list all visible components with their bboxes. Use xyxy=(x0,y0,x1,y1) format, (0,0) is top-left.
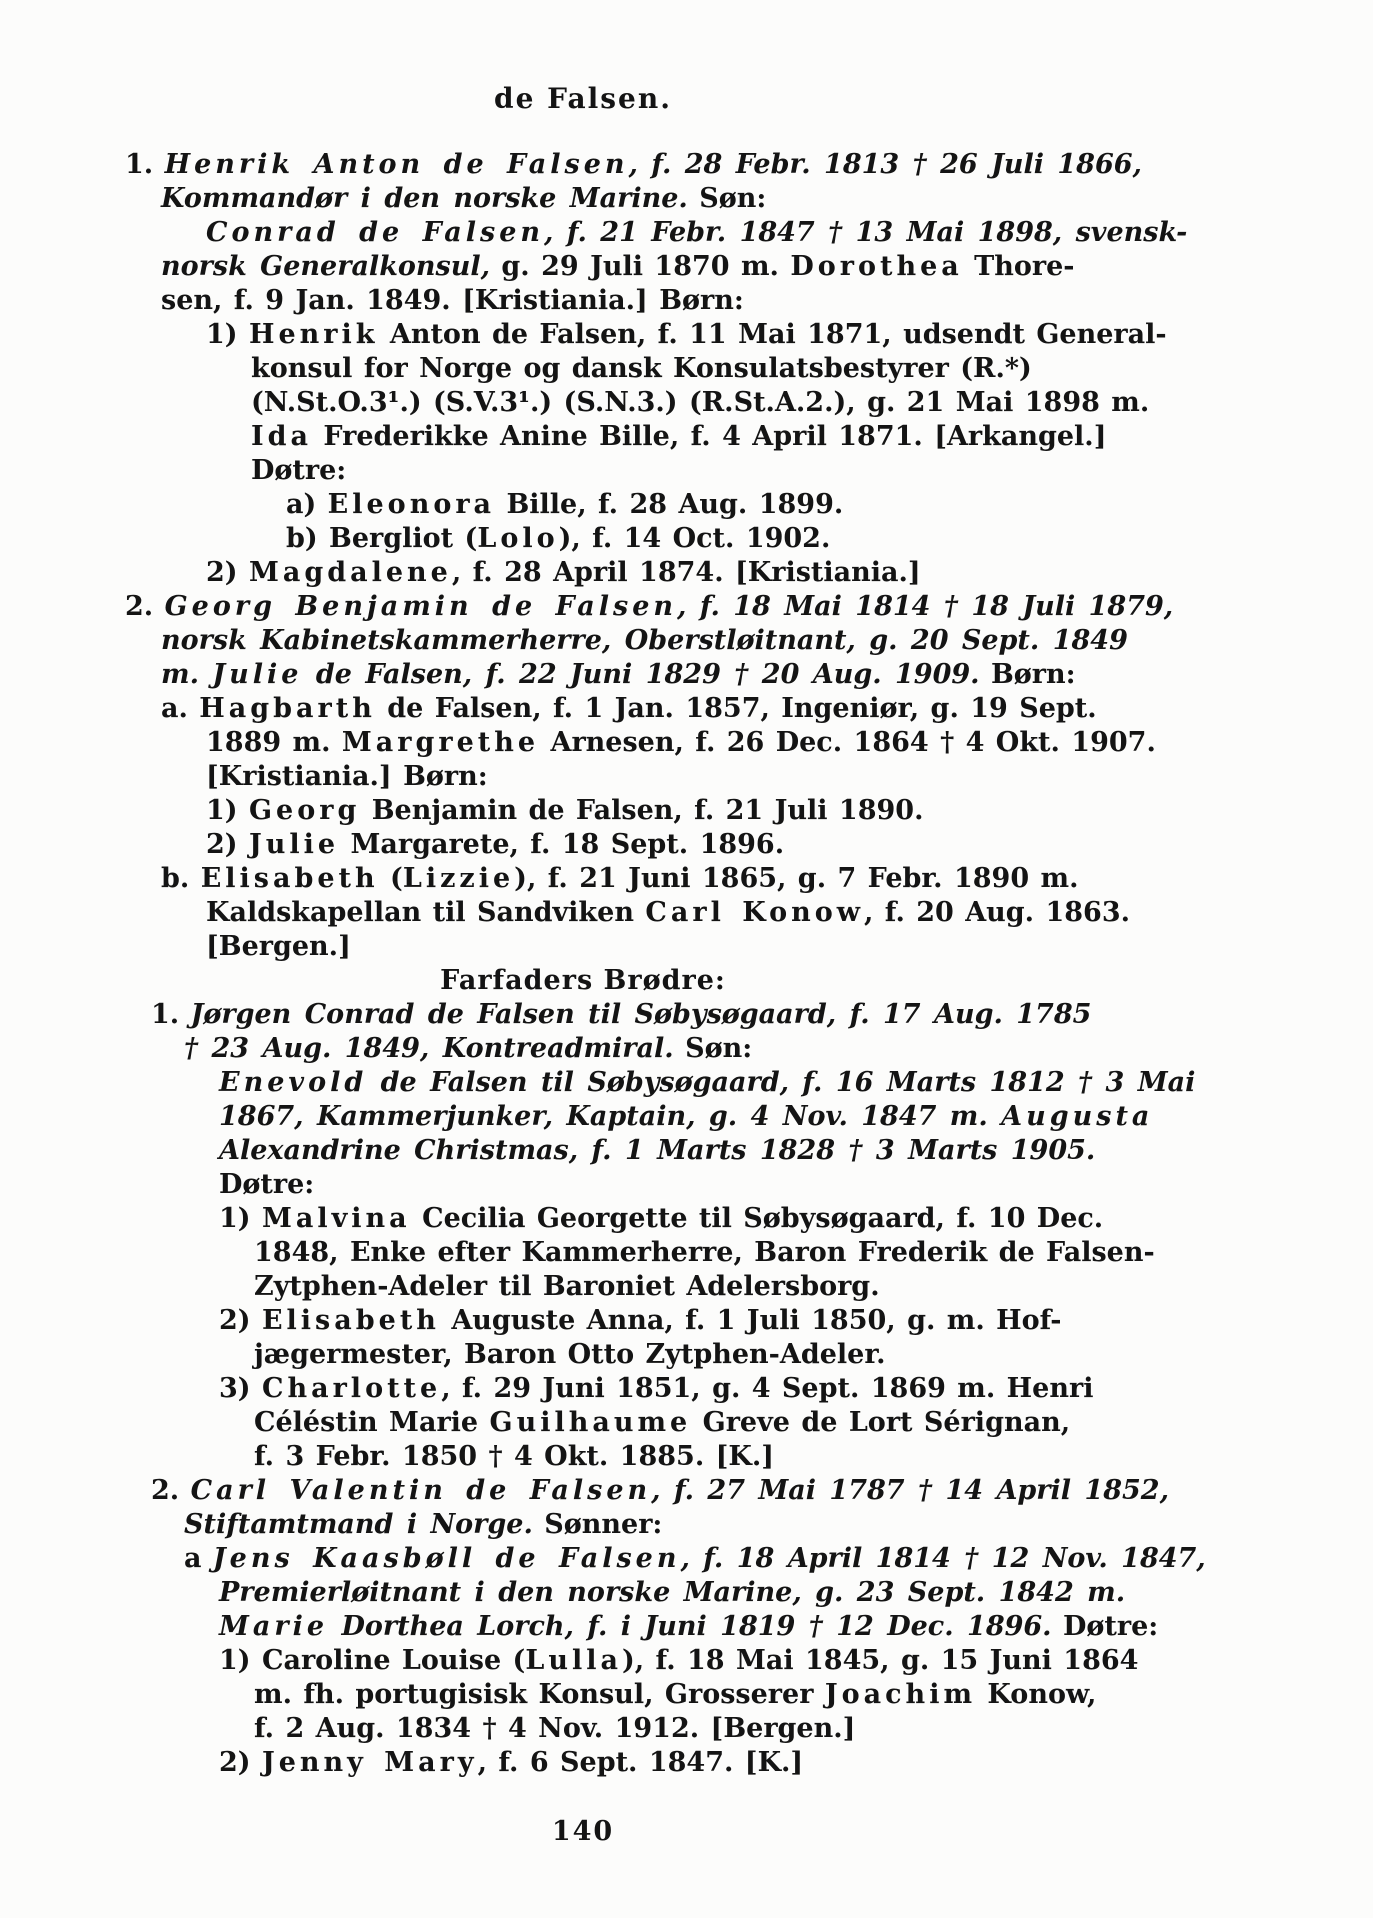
text-segment: 1) Caroline Louise ( xyxy=(219,1645,526,1676)
text-segment: g. 29 Juli 1870 m. xyxy=(490,251,791,282)
text-segment: 2) xyxy=(206,829,249,860)
text-segment: m. xyxy=(161,659,213,690)
text-line xyxy=(123,318,1273,352)
text-segment: 1) xyxy=(206,795,249,826)
text-line xyxy=(123,352,1273,386)
text-line xyxy=(123,1168,1273,1202)
text-segment: Ida xyxy=(251,421,313,452)
text-line xyxy=(123,1508,1273,1542)
text-segment: Konow, xyxy=(976,1679,1097,1710)
text-segment: 2. xyxy=(125,591,165,622)
text-segment: Auguste Anna, f. 1 Juli 1850, g. m. Hof- xyxy=(439,1305,1062,1336)
text-segment: Sønner: xyxy=(532,1509,663,1540)
text-line xyxy=(123,488,1273,522)
text-line xyxy=(123,1236,1273,1270)
text-segment: Joachim xyxy=(824,1679,977,1710)
text-line xyxy=(123,896,1273,930)
text-segment: Anton de Falsen, f. 11 Mai 1871, udsendt General- xyxy=(378,319,1167,350)
text-segment: konsul for Norge og dansk Konsulatsbestyrer (R.*) xyxy=(251,353,1032,384)
text-segment: Magdalene xyxy=(248,557,452,588)
text-line xyxy=(123,760,1273,794)
text-segment: Frederikke Anine Bille, f. 4 April 1871. [Arkangel.] xyxy=(312,421,1107,452)
text-line xyxy=(123,1746,1273,1780)
text-segment: (N.St.O.3¹.) (S.V.3¹.) (S.N.3.) (R.St.A.2.), g. 21 Mai 1898 m. xyxy=(251,387,1150,418)
text-segment: Dorthea Lorch, f. i Juni 1819 † 12 Dec. 1896. xyxy=(328,1611,1052,1642)
text-line xyxy=(123,998,1273,1032)
text-segment: f. 2 Aug. 1834 † 4 Nov. 1912. [Bergen.] xyxy=(254,1713,856,1744)
text-segment: Dorothea xyxy=(790,251,963,282)
text-line xyxy=(123,1474,1273,1508)
text-segment: Søn: xyxy=(687,183,767,214)
text-segment: , f. 21 Febr. 1847 † 13 Mai 1898, svensk- xyxy=(544,217,1188,248)
text-segment: ), f. 21 Juni 1865, g. 7 Febr. 1890 m. xyxy=(514,863,1079,894)
text-segment: Døtre: xyxy=(1051,1611,1159,1642)
text-segment: Henrik Anton de Falsen xyxy=(164,149,629,180)
text-segment: Céléstin Marie xyxy=(254,1407,490,1438)
text-line xyxy=(123,1338,1273,1372)
text-segment: 1848, Enke efter Kammerherre, Baron Frederik de Falsen- xyxy=(254,1237,1155,1268)
text-segment: ), f. 18 Mai 1845, g. 15 Juni 1864 xyxy=(621,1645,1139,1676)
text-segment: Søn: xyxy=(673,1033,753,1064)
text-segment: Henrik xyxy=(248,319,379,350)
text-segment: Carl Konow xyxy=(645,897,864,928)
text-segment: Thore- xyxy=(962,251,1075,282)
text-segment: Marie xyxy=(219,1611,329,1642)
text-line xyxy=(123,1270,1273,1304)
text-segment: Zytphen-Adeler til Baroniet Adelersborg. xyxy=(254,1271,880,1302)
text-line xyxy=(123,1032,1273,1066)
text-segment: , f. 20 Aug. 1863. xyxy=(864,897,1131,928)
section-heading-farfaders-brodre: Farfaders Brødre: xyxy=(440,965,726,996)
text-segment: Augusta xyxy=(1001,1101,1154,1132)
text-segment: 2) xyxy=(219,1747,262,1778)
text-line xyxy=(123,1678,1273,1712)
text-segment: b) Bergliot ( xyxy=(286,523,478,554)
text-segment: Premierløitnant i den norske Marine, g. 23 Sept. 1842 m. xyxy=(219,1577,1126,1608)
text-line xyxy=(123,1304,1273,1338)
text-segment: Kommandør i den norske Marine. xyxy=(161,183,688,214)
text-body xyxy=(123,148,1273,1780)
text-line xyxy=(123,148,1273,182)
text-segment: sen, f. 9 Jan. 1849. [Kristiania.] Børn: xyxy=(161,285,744,316)
text-segment: Benjamin de Falsen, f. 21 Juli 1890. xyxy=(360,795,924,826)
text-segment: norsk Kabinetskammerherre, Oberstløitnant, g. 20 Sept. 1849 xyxy=(161,625,1128,656)
text-segment: 1. xyxy=(125,149,165,180)
text-segment: Bille, f. 28 Aug. 1899. xyxy=(495,489,844,520)
text-segment: jægermester, Baron Otto Zytphen-Adeler. xyxy=(254,1339,886,1370)
text-segment: m. fh. portugisisk Konsul, Grosserer xyxy=(254,1679,825,1710)
text-segment: 1. xyxy=(151,999,191,1030)
text-segment: Døtre: xyxy=(251,455,347,486)
text-segment: b. xyxy=(161,863,201,894)
text-segment: Guilhaume xyxy=(489,1407,692,1438)
text-segment: norsk Generalkonsul, xyxy=(161,251,491,282)
text-segment: f. 3 Febr. 1850 † 4 Okt. 1885. [K.] xyxy=(254,1441,775,1472)
text-segment: Cecilia Georgette til Søbysøgaard, f. 10 Dec. xyxy=(410,1203,1104,1234)
section-de-falsen xyxy=(123,148,1273,964)
text-segment: ( xyxy=(378,863,403,894)
text-line xyxy=(123,1066,1273,1100)
text-line xyxy=(123,386,1273,420)
text-segment: Julie xyxy=(248,829,340,860)
text-line xyxy=(123,522,1273,556)
text-segment: , f. 18 Mai 1814 † 18 Juli 1879, xyxy=(677,591,1174,622)
text-segment: 3) xyxy=(219,1373,262,1404)
text-segment: Døtre: xyxy=(219,1169,315,1200)
text-segment: 1) xyxy=(219,1203,262,1234)
text-segment: a. xyxy=(161,693,200,724)
text-line xyxy=(123,658,1273,692)
text-segment: † 23 Aug. 1849, Kontreadmiral. xyxy=(184,1033,674,1064)
text-line xyxy=(123,1644,1273,1678)
text-segment: de Falsen, f. 22 Juni 1829 † 20 Aug. 1909. xyxy=(302,659,980,690)
text-line xyxy=(123,1440,1273,1474)
text-line xyxy=(123,1406,1273,1440)
text-line xyxy=(123,862,1273,896)
text-line xyxy=(123,1610,1273,1644)
text-segment: Margrethe xyxy=(341,727,540,758)
text-segment: Lizzie xyxy=(402,863,515,894)
text-segment: Jens Kaasbøll de Falsen xyxy=(212,1543,681,1574)
page-title: de Falsen. xyxy=(494,82,672,115)
text-line xyxy=(123,692,1273,726)
text-line xyxy=(123,182,1273,216)
text-segment: , f. 28 April 1874. [Kristiania.] xyxy=(451,557,921,588)
text-segment: Lolo xyxy=(477,523,559,554)
text-segment: Hagbarth xyxy=(199,693,376,724)
text-segment: Greve de Lort Sérignan, xyxy=(691,1407,1071,1438)
text-segment: 2) xyxy=(206,557,249,588)
text-segment: ), f. 14 Oct. 1902. xyxy=(558,523,831,554)
text-segment: Malvina xyxy=(261,1203,411,1234)
text-segment: de Falsen til Søbysøgaard, f. 16 Marts 1812 † 3 Mai xyxy=(367,1067,1196,1098)
text-line xyxy=(123,284,1273,318)
section-farfaders-brodre xyxy=(123,998,1273,1780)
text-segment: 1889 m. xyxy=(206,727,342,758)
text-line xyxy=(123,216,1273,250)
text-segment: Eleonora xyxy=(327,489,496,520)
text-line xyxy=(123,624,1273,658)
text-segment: Julie xyxy=(212,659,303,690)
text-line xyxy=(123,726,1273,760)
text-line xyxy=(123,556,1273,590)
text-segment: de Falsen, f. 1 Jan. 1857, Ingeniør, g. 19 Sept. xyxy=(375,693,1097,724)
text-segment: Georg Benjamin de Falsen xyxy=(164,591,678,622)
text-segment: Elisabeth xyxy=(261,1305,440,1336)
text-segment: 2. xyxy=(151,1475,191,1506)
text-segment: Enevold xyxy=(219,1067,368,1098)
text-line xyxy=(123,590,1273,624)
text-line xyxy=(123,1542,1273,1576)
text-segment: 1) xyxy=(206,319,249,350)
text-segment: Børn: xyxy=(979,659,1076,690)
text-line xyxy=(123,454,1273,488)
text-segment: , f. 29 Juni 1851, g. 4 Sept. 1869 m. Henri xyxy=(441,1373,1094,1404)
text-segment: , f. 28 Febr. 1813 † 26 Juli 1866, xyxy=(628,149,1142,180)
text-line xyxy=(123,420,1273,454)
text-segment: 2) xyxy=(219,1305,262,1336)
text-line xyxy=(123,1134,1273,1168)
text-segment: , f. 27 Mai 1787 † 14 April 1852, xyxy=(651,1475,1169,1506)
text-segment: Elisabeth xyxy=(200,863,379,894)
text-segment: Margarete, f. 18 Sept. 1896. xyxy=(339,829,785,860)
text-line xyxy=(123,1576,1273,1610)
text-segment: a xyxy=(184,1543,213,1574)
text-segment: [Bergen.] xyxy=(206,931,351,962)
text-segment: a) xyxy=(286,489,328,520)
text-segment: Lulla xyxy=(525,1645,622,1676)
text-line xyxy=(123,250,1273,284)
text-segment: 1867, Kammerjunker, Kaptain, g. 4 Nov. 1847 m. xyxy=(219,1101,1002,1132)
text-line xyxy=(123,930,1273,964)
text-segment: , f. 6 Sept. 1847. [K.] xyxy=(477,1747,804,1778)
text-line xyxy=(123,1202,1273,1236)
text-segment: [Kristiania.] Børn: xyxy=(206,761,488,792)
text-segment: Georg xyxy=(248,795,361,826)
text-segment: Kaldskapellan til Sandviken xyxy=(206,897,646,928)
page-number: 140 xyxy=(551,1816,615,1847)
text-line xyxy=(123,1100,1273,1134)
text-segment: Charlotte xyxy=(261,1373,442,1404)
text-segment: Jenny Mary xyxy=(261,1747,478,1778)
text-line xyxy=(123,794,1273,828)
text-segment: Conrad de Falsen xyxy=(206,217,545,248)
text-segment: Stiftamtmand i Norge. xyxy=(184,1509,533,1540)
text-line xyxy=(123,1372,1273,1406)
text-segment: Carl Valentin de Falsen xyxy=(190,1475,652,1506)
text-segment: , f. 18 April 1814 † 12 Nov. 1847, xyxy=(680,1543,1206,1574)
text-segment: Alexandrine Christmas, f. 1 Marts 1828 † 3 Marts 1905. xyxy=(219,1135,1096,1166)
text-segment: Arnesen, f. 26 Dec. 1864 † 4 Okt. 1907. xyxy=(539,727,1156,758)
text-line xyxy=(123,828,1273,862)
text-line xyxy=(123,1712,1273,1746)
text-segment: Jørgen Conrad de Falsen til Søbysøgaard, f. 17 Aug. 1785 xyxy=(190,999,1092,1030)
